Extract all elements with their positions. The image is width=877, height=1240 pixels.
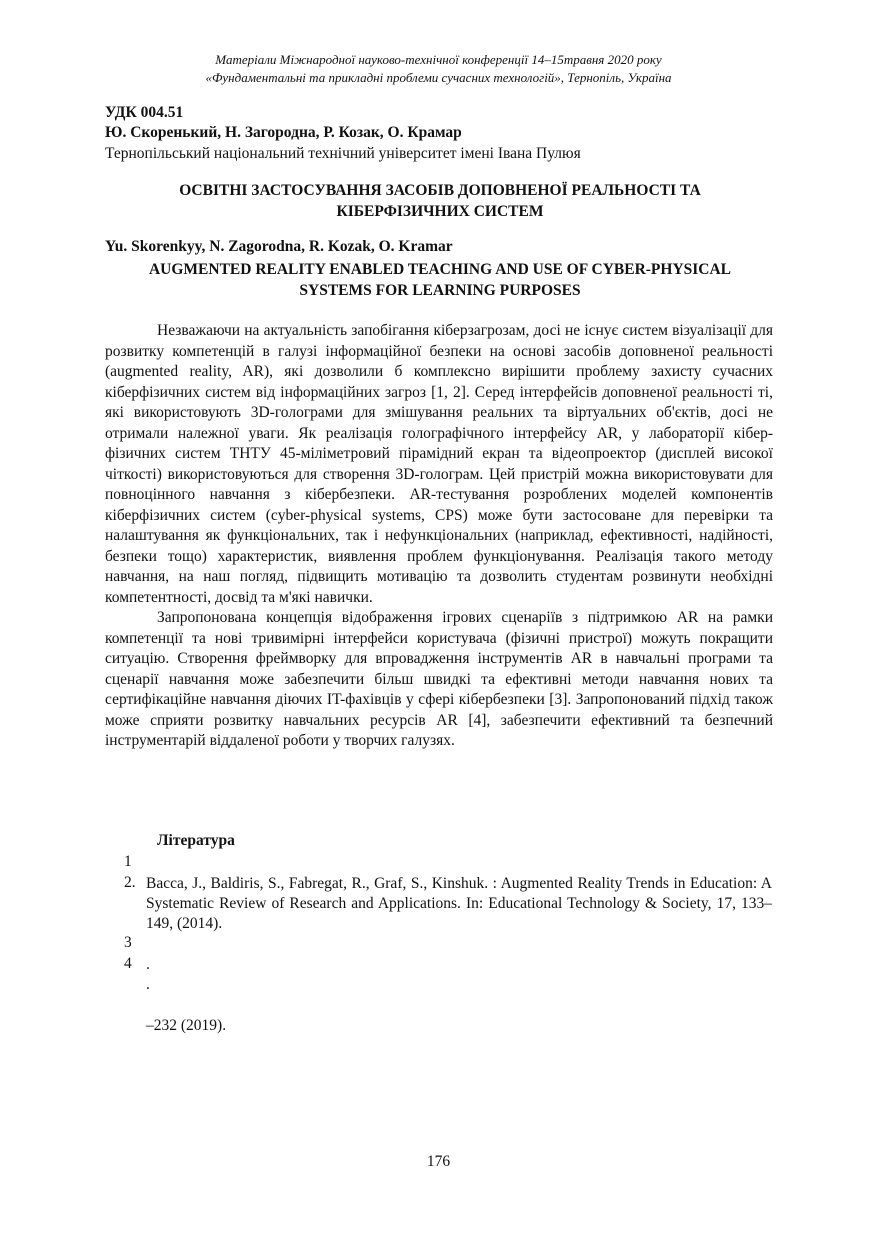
reference-number-3: 3 xyxy=(124,934,132,951)
reference-number-2: 2. xyxy=(124,874,136,891)
page-number: 176 xyxy=(426,1153,451,1170)
title-ukrainian-line-2: КІБЕРФІЗИЧНИХ СИСТЕМ xyxy=(336,203,544,220)
reference-4-tail: –232 (2019). xyxy=(146,1017,227,1034)
reference-4-dot-1: . xyxy=(146,956,150,973)
reference-number-4: 4 xyxy=(124,955,132,972)
paragraph-2: Запропонована концепція відображення ігрових сценаріїв з підтримкою AR на рамки компетенції та нові тривимірні інтерфейси користувача (фізичні пристрої) можуть покращити ситуацію. Створення фреймворку для впровадження інструментів AR в навчальні програми та сценарії навчання може забезпечити більш швидкі та ефективні методи навчання нових та сертифікаційне навчання діючих IT-фахівців у сфері кібербезпеки [3]. Запропонований підхід також може сприяти розвитку навчальних ресурсів AR [4], забезпечити ефективний та безпечний інструментарій віддаленої роботи у творчих галузях. xyxy=(105,609,773,749)
conference-header-line-2: «Фундаментальні та прикладні проблеми сучасних технологій», Тернопіль, Україна xyxy=(205,70,672,85)
title-ukrainian-line-1: ОСВІТНІ ЗАСТОСУВАННЯ ЗАСОБІВ ДОПОВНЕНОЇ РЕАЛЬНОСТІ ТА xyxy=(179,182,701,199)
reference-number-1: 1 xyxy=(124,853,132,870)
conference-header-line-1: Матеріали Міжнародної науково-технічної конференції 14–15травня 2020 року xyxy=(215,52,662,67)
authors-english: Yu. Skorenkyy, N. Zagorodna, R. Kozak, O. Kramar xyxy=(105,238,453,255)
reference-2-text: Bacca, J., Baldiris, S., Fabregat, R., Graf, S., Kinshuk. : Augmented Reality Trends in Education: A Systematic Review of Research and Applications. In: Educational Technology & Society, 17, 133–149, (2014). xyxy=(146,875,772,932)
title-english-line-2: SYSTEMS FOR LEARNING PURPOSES xyxy=(299,282,581,299)
title-english xyxy=(105,259,775,301)
abstract-body xyxy=(105,321,773,752)
paragraph-1: Незважаючи на актуальність запобігання кіберзагрозам, досі не існує систем візуалізації для розвитку компетенцій в галузі інформаційної безпеки на основі засобів доповненої реальності (augmented reality, AR), які дозволили б комплексно вирішити проблему захисту сучасних кіберфізичних систем від інформаційних загроз [1, 2]. Серед інтерфейсів доповненої реальності ті, які використовують 3D-голограми для змішування реальних та віртуальних об'єктів, досі не отримали належної уваги. Як реалізація голографічного інтерфейсу AR, у лабораторії кібер-фізичних систем ТНТУ 45-міліметровий пірамідний екран та відеопроектор (дисплей високої чіткості) використовуються для створення 3D-голограм. Цей пристрій можна використовувати для повноцінного навчання з кібербезпеки. AR-тестування розроблених моделей компонентів кіберфізичних систем (cyber-physical systems, CPS) може бути застосоване для перевірки та налаштування як функціональних, так і нефункціональних (наприклад, ефективності, надійності, безпеки тощо) характеристик, виявлення проблем функціонування. Реалізація такого методу навчання, на наш погляд, підвищить мотивацію та дозволить студентам розвинути необхідні компетентності, досвід та м'які навички. xyxy=(105,322,773,606)
reference-4-dot-2: . xyxy=(146,976,150,993)
affiliation: Тернопільський національний технічний університет імені Івана Пулюя xyxy=(105,145,581,162)
title-english-line-1: AUGMENTED REALITY ENABLED TEACHING AND USE OF CYBER-PHYSICAL xyxy=(148,261,732,278)
title-ukrainian xyxy=(105,180,775,222)
authors-ukrainian: Ю. Скоренький, Н. Загородна, Р. Козак, О. Крамар xyxy=(105,124,462,141)
udk-code: УДК 004.51 xyxy=(105,104,184,121)
literature-heading: Література xyxy=(157,832,235,849)
